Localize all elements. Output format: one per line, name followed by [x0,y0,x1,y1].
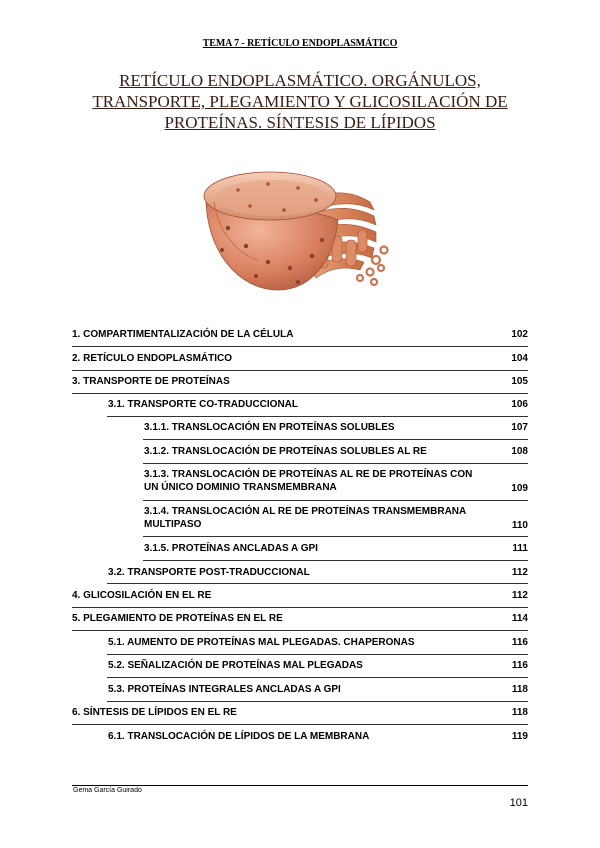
toc-separator [107,583,528,584]
title-line: RETÍCULO ENDOPLASMÁTICO. ORGÁNULOS, [119,71,481,90]
toc-entry-label: 3.1.1. TRANSLOCACIÓN EN PROTEÍNAS SOLUBLES [144,422,395,433]
toc-entry-page: 110 [511,520,528,531]
toc-separator [143,500,528,501]
toc-entry-page: 118 [511,684,528,695]
toc-entry[interactable] [144,505,528,533]
endoplasmic-reticulum-illustration [198,150,394,295]
toc-entry-label: 3.1.2. TRANSLOCACIÓN DE PROTEÍNAS SOLUBLES AL RE [144,446,427,457]
toc-separator [72,630,528,631]
toc-entry-page: 105 [511,376,528,387]
toc-entry-label: 1. COMPARTIMENTALIZACIÓN DE LA CÉLULA [72,329,294,340]
toc-entry-page: 116 [511,660,528,671]
running-header: TEMA 7 - RETÍCULO ENDOPLASMÁTICO [202,38,398,49]
toc-entry-page: 114 [511,613,528,624]
toc-entry-label: 5.1. AUMENTO DE PROTEÍNAS MAL PLEGADAS. CHAPERONAS [108,637,415,648]
toc-entry-label: 3.1.4. TRANSLOCACIÓN AL RE DE PROTEÍNAS TRANSMEMBRANA MULTIPASO [144,506,467,530]
toc-entry-page: 109 [511,483,528,494]
toc-entry[interactable] [144,468,528,496]
toc-separator [72,724,528,725]
toc-separator [72,393,528,394]
toc-separator [107,701,528,702]
toc-entry-page: 106 [511,399,528,410]
toc-separator [72,607,528,608]
toc-separator [72,346,528,347]
toc-entry-label: 5.3. PROTEÍNAS INTEGRALES ANCLADAS A GPI [108,684,341,695]
toc-entry-page: 116 [511,637,528,648]
toc-entry-label: 6.1. TRANSLOCACIÓN DE LÍPIDOS DE LA MEMBRANA [108,731,370,742]
toc-separator [143,439,528,440]
toc-entry-label: 5. PLEGAMIENTO DE PROTEÍNAS EN EL RE [72,613,283,624]
footer-divider [72,785,528,786]
toc-separator [107,654,528,655]
toc-entry-label: 3.1. TRANSPORTE CO-TRADUCCIONAL [108,399,299,410]
toc-separator [107,416,528,417]
toc-entry-label: 3.1.5. PROTEÍNAS ANCLADAS A GPI [144,543,318,554]
title-line: PROTEÍNAS. SÍNTESIS DE LÍPIDOS [164,113,436,132]
title-line: TRANSPORTE, PLEGAMIENTO Y GLICOSILACIÓN DE [92,92,508,111]
toc-entry-page: 107 [511,422,528,433]
toc-separator [72,370,528,371]
toc-entry-page: 119 [511,731,528,742]
toc-entry-page: 118 [511,707,528,718]
toc-entry-page: 102 [511,329,528,340]
toc-entry-page: 112 [511,590,528,601]
toc-entry-page: 108 [511,446,528,457]
toc-entry-page: 104 [511,353,528,364]
footer-author: Gema García Guirado [73,787,142,794]
toc-separator [143,560,528,561]
toc-entry-label: 3.2. TRANSPORTE POST-TRADUCCIONAL [108,567,310,578]
toc-entry-page: 111 [512,543,528,554]
toc-separator [143,463,528,464]
toc-entry-label: 3. TRANSPORTE DE PROTEÍNAS [72,376,230,387]
page-title [60,70,540,133]
page-number: 101 [509,797,528,809]
toc-entry-label: 5.2. SEÑALIZACIÓN DE PROTEÍNAS MAL PLEGADAS [108,660,363,671]
toc-entry-label: 3.1.3. TRANSLOCACIÓN DE PROTEÍNAS AL RE DE PROTEÍNAS CON UN ÚNICO DOMINIO TRANSMEMBRANA [144,469,473,493]
toc-entry-page: 112 [511,567,528,578]
toc-separator [143,536,528,537]
toc-entry-label: 6. SÍNTESIS DE LÍPIDOS EN EL RE [72,707,237,718]
toc-entry-label: 4. GLICOSILACIÓN EN EL RE [72,590,212,601]
toc-entry-label: 2. RETÍCULO ENDOPLASMÁTICO [72,353,233,364]
toc-separator [107,677,528,678]
